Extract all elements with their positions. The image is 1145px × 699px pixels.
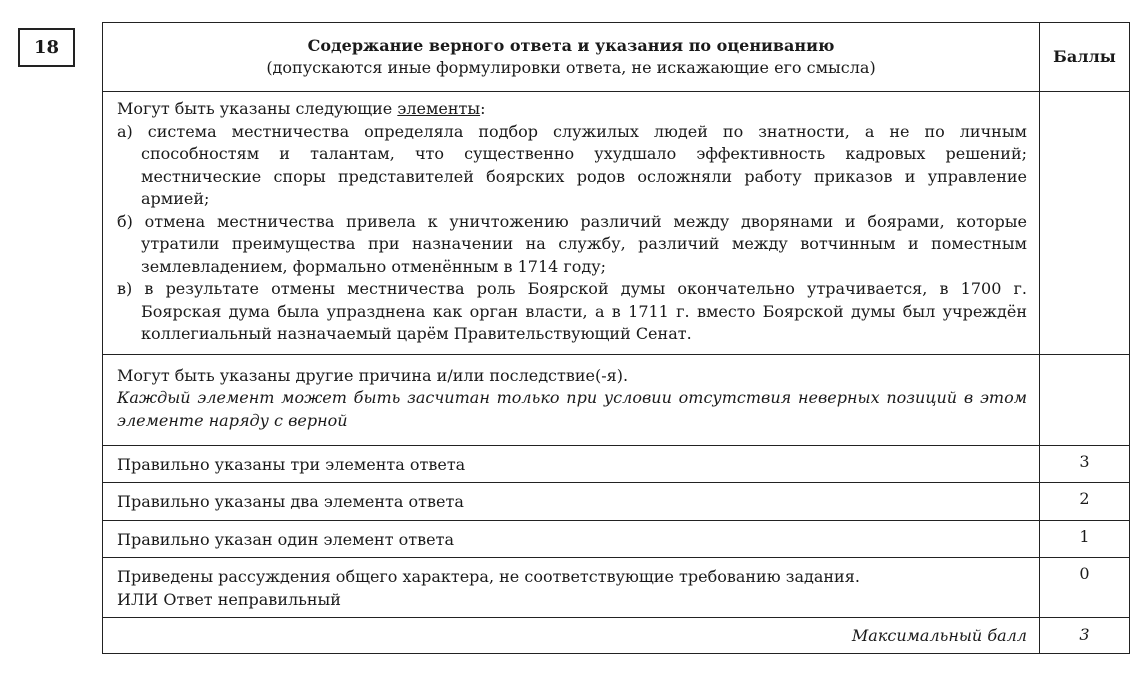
score-row — [103, 445, 1130, 483]
elements-row — [103, 92, 1130, 355]
max-score-label: Максимальный балл — [103, 618, 1040, 654]
score-row — [103, 520, 1130, 558]
elements-intro-suffix: : — [480, 99, 486, 118]
element-item-b: б) отмена местничества привела к уничтожению различий между дворянами и боярами, которые утратили преимущества при назначении на службу, различий между вотчинным и поместным землевладением, формально отменённым в 1714 году; — [117, 211, 1027, 276]
element-item-v: в) в результате отмены местничества роль Боярской думы окончательно утрачивается, в 1700 г. Боярская дума была упразднена как орган власти, а в 1711 г. вместо Боярской думы был учреждён коллегиальный назначаемый царём Правительствующий Сенат. — [117, 279, 1027, 343]
zero-criterion-line1: Приведены рассуждения общего характера, не соответствующие требованию задания. — [117, 567, 860, 586]
score-value: 1 — [1040, 520, 1130, 558]
criterion-text: Правильно указаны три элемента ответа — [103, 445, 1040, 483]
elements-intro — [117, 98, 1027, 121]
zero-score-value: 0 — [1040, 558, 1130, 618]
score-value: 3 — [1040, 445, 1130, 483]
header-row — [103, 23, 1130, 92]
max-score-row — [103, 618, 1130, 654]
elements-intro-underlined: элементы — [397, 99, 481, 118]
header-score-cell: Баллы — [1040, 23, 1130, 92]
zero-criterion-line2: ИЛИ Ответ неправильный — [117, 589, 341, 609]
other-score-cell — [1040, 354, 1130, 445]
other-text: Могут быть указаны другие причина и/или последствие(-я). — [117, 365, 629, 385]
criteria-table — [102, 22, 1130, 654]
other-row — [103, 354, 1130, 445]
elements-cell — [103, 92, 1040, 355]
score-value: 2 — [1040, 483, 1130, 521]
task-number: 18 — [18, 28, 75, 67]
zero-criterion-cell — [103, 558, 1040, 618]
criterion-text: Правильно указаны два элемента ответа — [103, 483, 1040, 521]
max-score-value: 3 — [1040, 618, 1130, 654]
criterion-text: Правильно указан один элемент ответа — [103, 520, 1040, 558]
header-title: Содержание верного ответа и указания по оцениванию — [307, 35, 835, 55]
element-item-a: а) система местничества определяла подбор служилых людей по знатности, а не по личным способностям и талантам, что существенно ухудшало эффективность кадровых решений; местнические споры представителей боярских родов осложняли работу приказов и управление армией; — [117, 121, 1027, 208]
header-subtitle: (допускаются иные формулировки ответа, не искажающие его смысла) — [266, 58, 876, 77]
score-row — [103, 483, 1130, 521]
elements-score-cell — [1040, 92, 1130, 355]
elements-intro-prefix: Могут быть указаны следующие — [117, 99, 398, 118]
zero-score-row — [103, 558, 1130, 618]
header-content-cell — [103, 23, 1040, 92]
other-italic-note: Каждый элемент может быть засчитан только при условии отсутствия неверных позиций в этом элементе наряду с верной — [117, 388, 1027, 430]
other-cell — [103, 354, 1040, 445]
